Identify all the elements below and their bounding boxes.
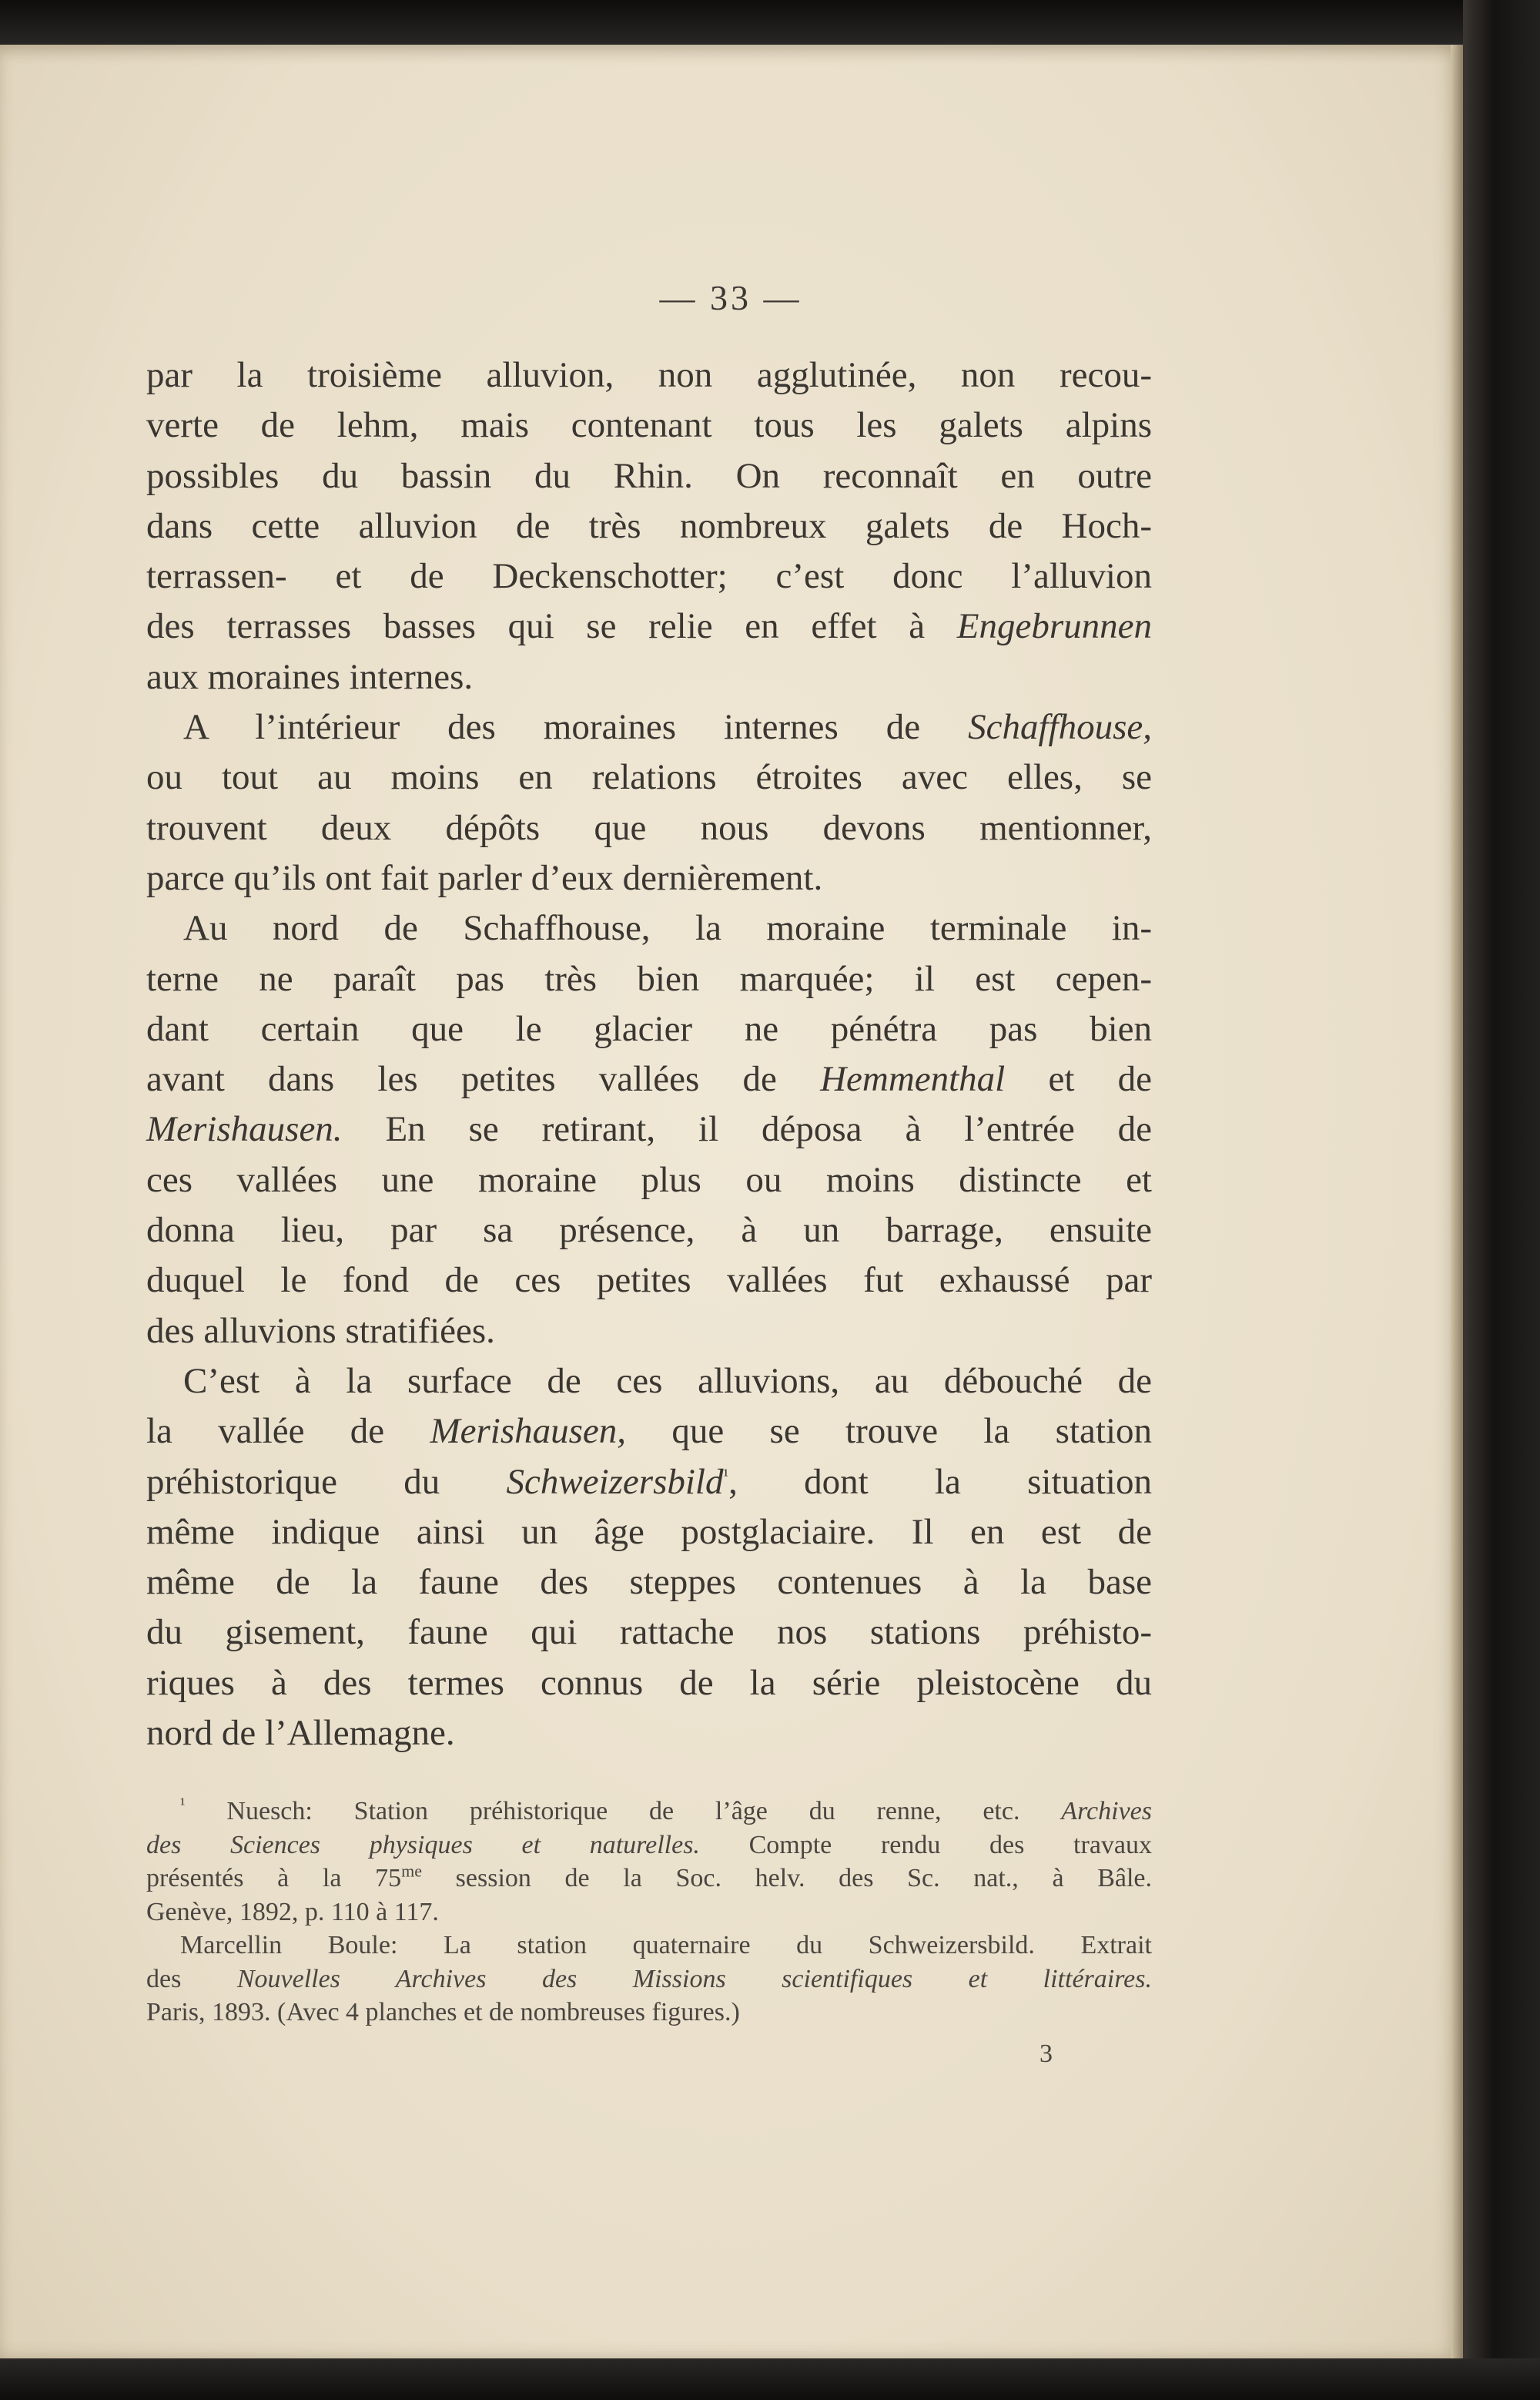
- text-segment: trouvent deux dépôts que nous devons mentionner,: [146, 807, 1152, 848]
- text-line: [146, 702, 1152, 753]
- text-segment: ces vallées une moraine plus ou moins distincte et: [146, 1159, 1152, 1200]
- text-line: [146, 551, 1152, 602]
- text-segment: A l’intérieur des moraines internes de: [183, 707, 969, 748]
- text-segment: même de la faune des steppes contenues à la base: [146, 1562, 1152, 1603]
- text-segment: donna lieu, par sa présence, à un barrage, ensuite: [146, 1210, 1152, 1251]
- text-segment: des terrasses basses qui se relie en effet à: [146, 606, 957, 647]
- text-segment: aux moraines internes.: [146, 656, 474, 697]
- text-line: [146, 1306, 1152, 1356]
- italic-term: Merishausen,: [430, 1411, 627, 1452]
- text-line: [146, 1708, 1152, 1758]
- footnote-line: [146, 1862, 1152, 1896]
- body-text: [146, 350, 1152, 1758]
- text-segment: dant certain que le glacier ne pénétra pas bien: [146, 1008, 1152, 1049]
- text-segment: Compte rendu des travaux: [699, 1830, 1152, 1859]
- text-segment: parce qu’ils ont fait parler d’eux dernièrement.: [146, 857, 823, 898]
- text-segment: En se retirant, il déposa à l’entrée de: [342, 1109, 1152, 1150]
- scan-border-top: [0, 0, 1540, 48]
- text-segment: Marcellin Boule: La station quaternaire du Schweizersbild. Extrait: [180, 1931, 1152, 1959]
- text-segment: des alluvions stratifiées.: [146, 1310, 495, 1351]
- footnote-marker: ¹: [723, 1464, 729, 1484]
- text-line: [146, 1356, 1152, 1406]
- text-line: [146, 350, 1152, 401]
- footnote-line: [146, 1996, 1152, 2030]
- text-line: [146, 1104, 1152, 1155]
- text-line: [146, 1155, 1152, 1205]
- italic-term: Merishausen.: [146, 1109, 343, 1150]
- italic-term: Schaffhouse,: [968, 707, 1152, 748]
- italic-term: Schweizersbild: [506, 1461, 724, 1502]
- text-segment: présentés à la 75: [146, 1864, 402, 1892]
- text-line: [146, 451, 1152, 501]
- italic-term: Archives: [1061, 1797, 1152, 1825]
- footnote-line: [146, 1963, 1152, 1996]
- italic-term: Nouvelles Archives des Missions scientifiques et littéraires.: [236, 1964, 1153, 1993]
- text-line: [146, 903, 1152, 954]
- text-line: [146, 1406, 1152, 1456]
- text-segment: avant dans les petites vallées de: [146, 1059, 821, 1100]
- footnote-line: [146, 1896, 1152, 1929]
- text-segment: la vallée de: [146, 1411, 430, 1452]
- footnote-line: [146, 1795, 1152, 1828]
- text-segment: nord de l’Allemagne.: [146, 1713, 455, 1754]
- text-line: [146, 753, 1152, 803]
- text-segment: du gisement, faune qui rattache nos stations préhisto-: [146, 1612, 1152, 1653]
- italic-term: Hemmenthal: [820, 1059, 1006, 1100]
- scan-border-right: [1463, 0, 1540, 2400]
- text-segment: possibles du bassin du Rhin. On reconnaît en outre: [146, 455, 1152, 496]
- text-line: [146, 853, 1152, 903]
- text-segment: Paris, 1893. (Avec 4 planches et de nombreuses figures.): [146, 1998, 740, 2026]
- footnotes: [146, 1795, 1152, 2030]
- text-line: [146, 803, 1152, 853]
- page-number: — 33 —: [659, 278, 802, 317]
- text-segment: terrassen- et de Deckenschotter; c’est donc l’alluvion: [146, 556, 1152, 597]
- text-segment: ou tout au moins en relations étroites avec elles, se: [146, 757, 1152, 798]
- text-segment: par la troisième alluvion, non agglutinée, non recou-: [146, 355, 1152, 395]
- text-segment: duquel le fond de ces petites vallées fut exhaussé par: [146, 1260, 1152, 1301]
- footnote-line: [146, 1828, 1152, 1862]
- footnote-marker: ¹: [180, 1794, 186, 1814]
- text-line: [146, 501, 1152, 551]
- scan-border-bottom: [0, 2358, 1540, 2400]
- text-segment: Genève, 1892, p. 110 à 117.: [146, 1897, 439, 1926]
- text-line: [146, 602, 1152, 652]
- page-edge: [1451, 45, 1463, 2358]
- text-line: [146, 1457, 1152, 1507]
- text-segment: C’est à la surface de ces alluvions, au débouché de: [183, 1360, 1152, 1401]
- italic-term: des Sciences physiques et naturelles.: [146, 1830, 700, 1859]
- footnote-marker: me: [401, 1861, 422, 1881]
- text-line: [146, 954, 1152, 1004]
- text-segment: des: [146, 1964, 237, 1993]
- text-segment: , dont la situation: [728, 1461, 1152, 1502]
- signature-mark: 3: [1040, 2040, 1053, 2068]
- text-line: [146, 1004, 1152, 1054]
- text-segment: dans cette alluvion de très nombreux galets de Hoch-: [146, 505, 1152, 546]
- text-segment: terne ne paraît pas très bien marquée; il est cepen-: [146, 958, 1152, 999]
- text-segment: préhistorique du: [146, 1461, 507, 1502]
- text-segment: Nuesch: Station préhistorique de l’âge du renne, etc.: [185, 1797, 1062, 1825]
- text-line: [146, 1557, 1152, 1607]
- text-line: [146, 1607, 1152, 1658]
- text-segment: riques à des termes connus de la série pleistocène du: [146, 1662, 1152, 1703]
- text-line: [146, 1255, 1152, 1306]
- text-segment: session de la Soc. helv. des Sc. nat., à Bâle.: [422, 1864, 1152, 1892]
- text-line: [146, 1658, 1152, 1708]
- footnote-line: [146, 1929, 1152, 1963]
- italic-term: Engebrunnen: [956, 606, 1152, 647]
- text-segment: même indique ainsi un âge postglaciaire. Il en est de: [146, 1511, 1152, 1552]
- text-segment: Au nord de Schaffhouse, la moraine terminale in-: [183, 908, 1152, 949]
- text-line: [146, 401, 1152, 451]
- text-line: [146, 1507, 1152, 1557]
- text-line: [146, 1205, 1152, 1255]
- text-segment: et de: [1005, 1059, 1152, 1100]
- text-line: [146, 652, 1152, 702]
- text-segment: verte de lehm, mais contenant tous les galets alpins: [146, 405, 1152, 446]
- text-segment: que se trouve la station: [626, 1411, 1152, 1452]
- text-line: [146, 1054, 1152, 1104]
